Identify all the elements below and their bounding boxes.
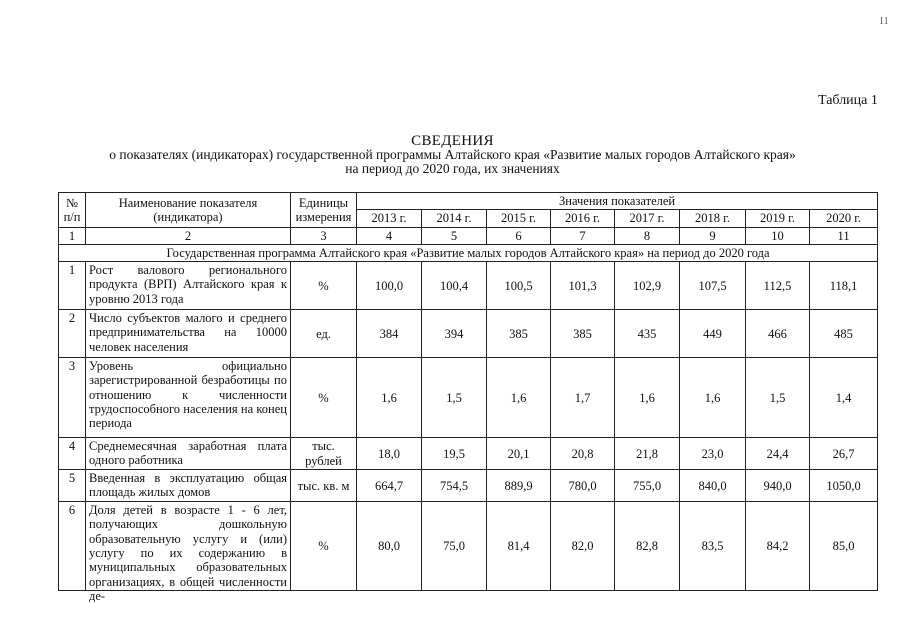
value-cell: 107,5 xyxy=(680,262,746,310)
column-number: 9 xyxy=(680,227,746,244)
unit-cell: тыс. рублей xyxy=(291,438,357,470)
value-cell: 385 xyxy=(487,310,551,358)
value-cell: 889,9 xyxy=(487,470,551,502)
indicator-name: Среднемесячная заработная плата одного работника xyxy=(86,438,291,470)
unit-cell: тыс. кв. м xyxy=(291,470,357,502)
column-number: 8 xyxy=(615,227,680,244)
header-year: 2016 г. xyxy=(551,210,615,227)
row-number: 4 xyxy=(59,438,86,470)
header-unit: Единицы измерения xyxy=(291,193,357,228)
indicators-table xyxy=(58,192,878,603)
value-cell: 83,5 xyxy=(680,502,746,591)
column-number: 3 xyxy=(291,227,357,244)
value-cell: 100,0 xyxy=(357,262,422,310)
column-number: 5 xyxy=(422,227,487,244)
section-title: Государственная программа Алтайского края «Развитие малых городов Алтайского края» на период до 2020 года xyxy=(59,244,878,261)
value-cell: 75,0 xyxy=(422,502,487,591)
value-cell: 82,8 xyxy=(615,502,680,591)
row-number: 6 xyxy=(59,502,86,591)
value-cell: 23,0 xyxy=(680,438,746,470)
document-title: СВЕДЕНИЯ xyxy=(411,133,494,149)
indicator-name: Уровень официально зарегистрированной безработицы по отношению к численности трудоспособного населения на конец периода xyxy=(86,358,291,438)
value-cell: 81,4 xyxy=(487,502,551,591)
value-cell: 84,2 xyxy=(746,502,810,591)
header-year: 2013 г. xyxy=(357,210,422,227)
column-number: 4 xyxy=(357,227,422,244)
header-values-group: Значения показателей xyxy=(357,193,878,210)
value-cell: 101,3 xyxy=(551,262,615,310)
header-year: 2015 г. xyxy=(487,210,551,227)
value-cell: 755,0 xyxy=(615,470,680,502)
value-cell: 24,4 xyxy=(746,438,810,470)
table-row xyxy=(59,262,878,310)
value-cell: 26,7 xyxy=(810,438,878,470)
value-cell: 754,5 xyxy=(422,470,487,502)
value-cell: 664,7 xyxy=(357,470,422,502)
header-year: 2014 г. xyxy=(422,210,487,227)
value-cell: 19,5 xyxy=(422,438,487,470)
value-cell: 1,5 xyxy=(422,358,487,438)
header-name: Наименование показателя (индикатора) xyxy=(86,193,291,228)
value-cell: 466 xyxy=(746,310,810,358)
unit-cell: % xyxy=(291,262,357,310)
column-number: 7 xyxy=(551,227,615,244)
value-cell: 80,0 xyxy=(357,502,422,591)
indicator-name-text: Доля детей в возрасте 1 - 6 лет, получающих дошкольную образовательную услугу и (или) услугу по их содержанию в муниципальных образовательных организациях, в общей численности де- xyxy=(89,503,287,603)
value-cell: 485 xyxy=(810,310,878,358)
column-number-row xyxy=(59,227,878,244)
column-number: 10 xyxy=(746,227,810,244)
value-cell: 102,9 xyxy=(615,262,680,310)
table-row xyxy=(59,310,878,358)
value-cell: 1,5 xyxy=(746,358,810,438)
header-year: 2017 г. xyxy=(615,210,680,227)
document-heading xyxy=(0,134,905,176)
row-number: 3 xyxy=(59,358,86,438)
value-cell: 20,8 xyxy=(551,438,615,470)
indicator-name: Число субъектов малого и среднего предпринимательства на 10000 человек населения xyxy=(86,310,291,358)
table-row xyxy=(59,502,878,591)
column-number: 11 xyxy=(810,227,878,244)
indicator-name: Введенная в эксплуатацию общая площадь жилых домов xyxy=(86,470,291,502)
value-cell: 118,1 xyxy=(810,262,878,310)
value-cell: 435 xyxy=(615,310,680,358)
section-row xyxy=(59,244,878,261)
value-cell: 100,4 xyxy=(422,262,487,310)
unit-cell: ед. xyxy=(291,310,357,358)
value-cell: 1050,0 xyxy=(810,470,878,502)
row-number: 2 xyxy=(59,310,86,358)
value-cell: 1,6 xyxy=(487,358,551,438)
value-cell: 394 xyxy=(422,310,487,358)
table-label: Таблица 1 xyxy=(818,93,878,108)
table-row xyxy=(59,438,878,470)
value-cell: 780,0 xyxy=(551,470,615,502)
row-number: 1 xyxy=(59,262,86,310)
header-year: 2018 г. xyxy=(680,210,746,227)
column-number: 6 xyxy=(487,227,551,244)
column-number: 1 xyxy=(59,227,86,244)
value-cell: 1,6 xyxy=(680,358,746,438)
document-subtitle-line1: о показателях (индикаторах) государственной программы Алтайского края «Развитие малых городов Алтайского края» xyxy=(109,147,796,162)
value-cell: 385 xyxy=(551,310,615,358)
value-cell: 85,0 xyxy=(810,502,878,591)
column-number: 2 xyxy=(86,227,291,244)
value-cell: 20,1 xyxy=(487,438,551,470)
unit-cell: % xyxy=(291,358,357,438)
value-cell: 1,7 xyxy=(551,358,615,438)
page-number: 11 xyxy=(879,16,889,27)
table-row xyxy=(59,358,878,438)
header-row xyxy=(59,193,878,210)
table-row xyxy=(59,470,878,502)
value-cell: 1,6 xyxy=(357,358,422,438)
header-year: 2020 г. xyxy=(810,210,878,227)
value-cell: 940,0 xyxy=(746,470,810,502)
value-cell: 18,0 xyxy=(357,438,422,470)
value-cell: 82,0 xyxy=(551,502,615,591)
value-cell: 449 xyxy=(680,310,746,358)
document-subtitle-line2: на период до 2020 года, их значениях xyxy=(345,161,560,176)
indicator-name xyxy=(86,502,291,603)
header-year: 2019 г. xyxy=(746,210,810,227)
value-cell: 840,0 xyxy=(680,470,746,502)
value-cell: 1,4 xyxy=(810,358,878,438)
value-cell: 112,5 xyxy=(746,262,810,310)
value-cell: 21,8 xyxy=(615,438,680,470)
row-number: 5 xyxy=(59,470,86,502)
header-num: № п/п xyxy=(59,193,86,228)
indicator-name: Рост валового регионального продукта (ВРП) Алтайского края к уровню 2013 года xyxy=(86,262,291,310)
unit-cell: % xyxy=(291,502,357,591)
value-cell: 1,6 xyxy=(615,358,680,438)
value-cell: 100,5 xyxy=(487,262,551,310)
value-cell: 384 xyxy=(357,310,422,358)
